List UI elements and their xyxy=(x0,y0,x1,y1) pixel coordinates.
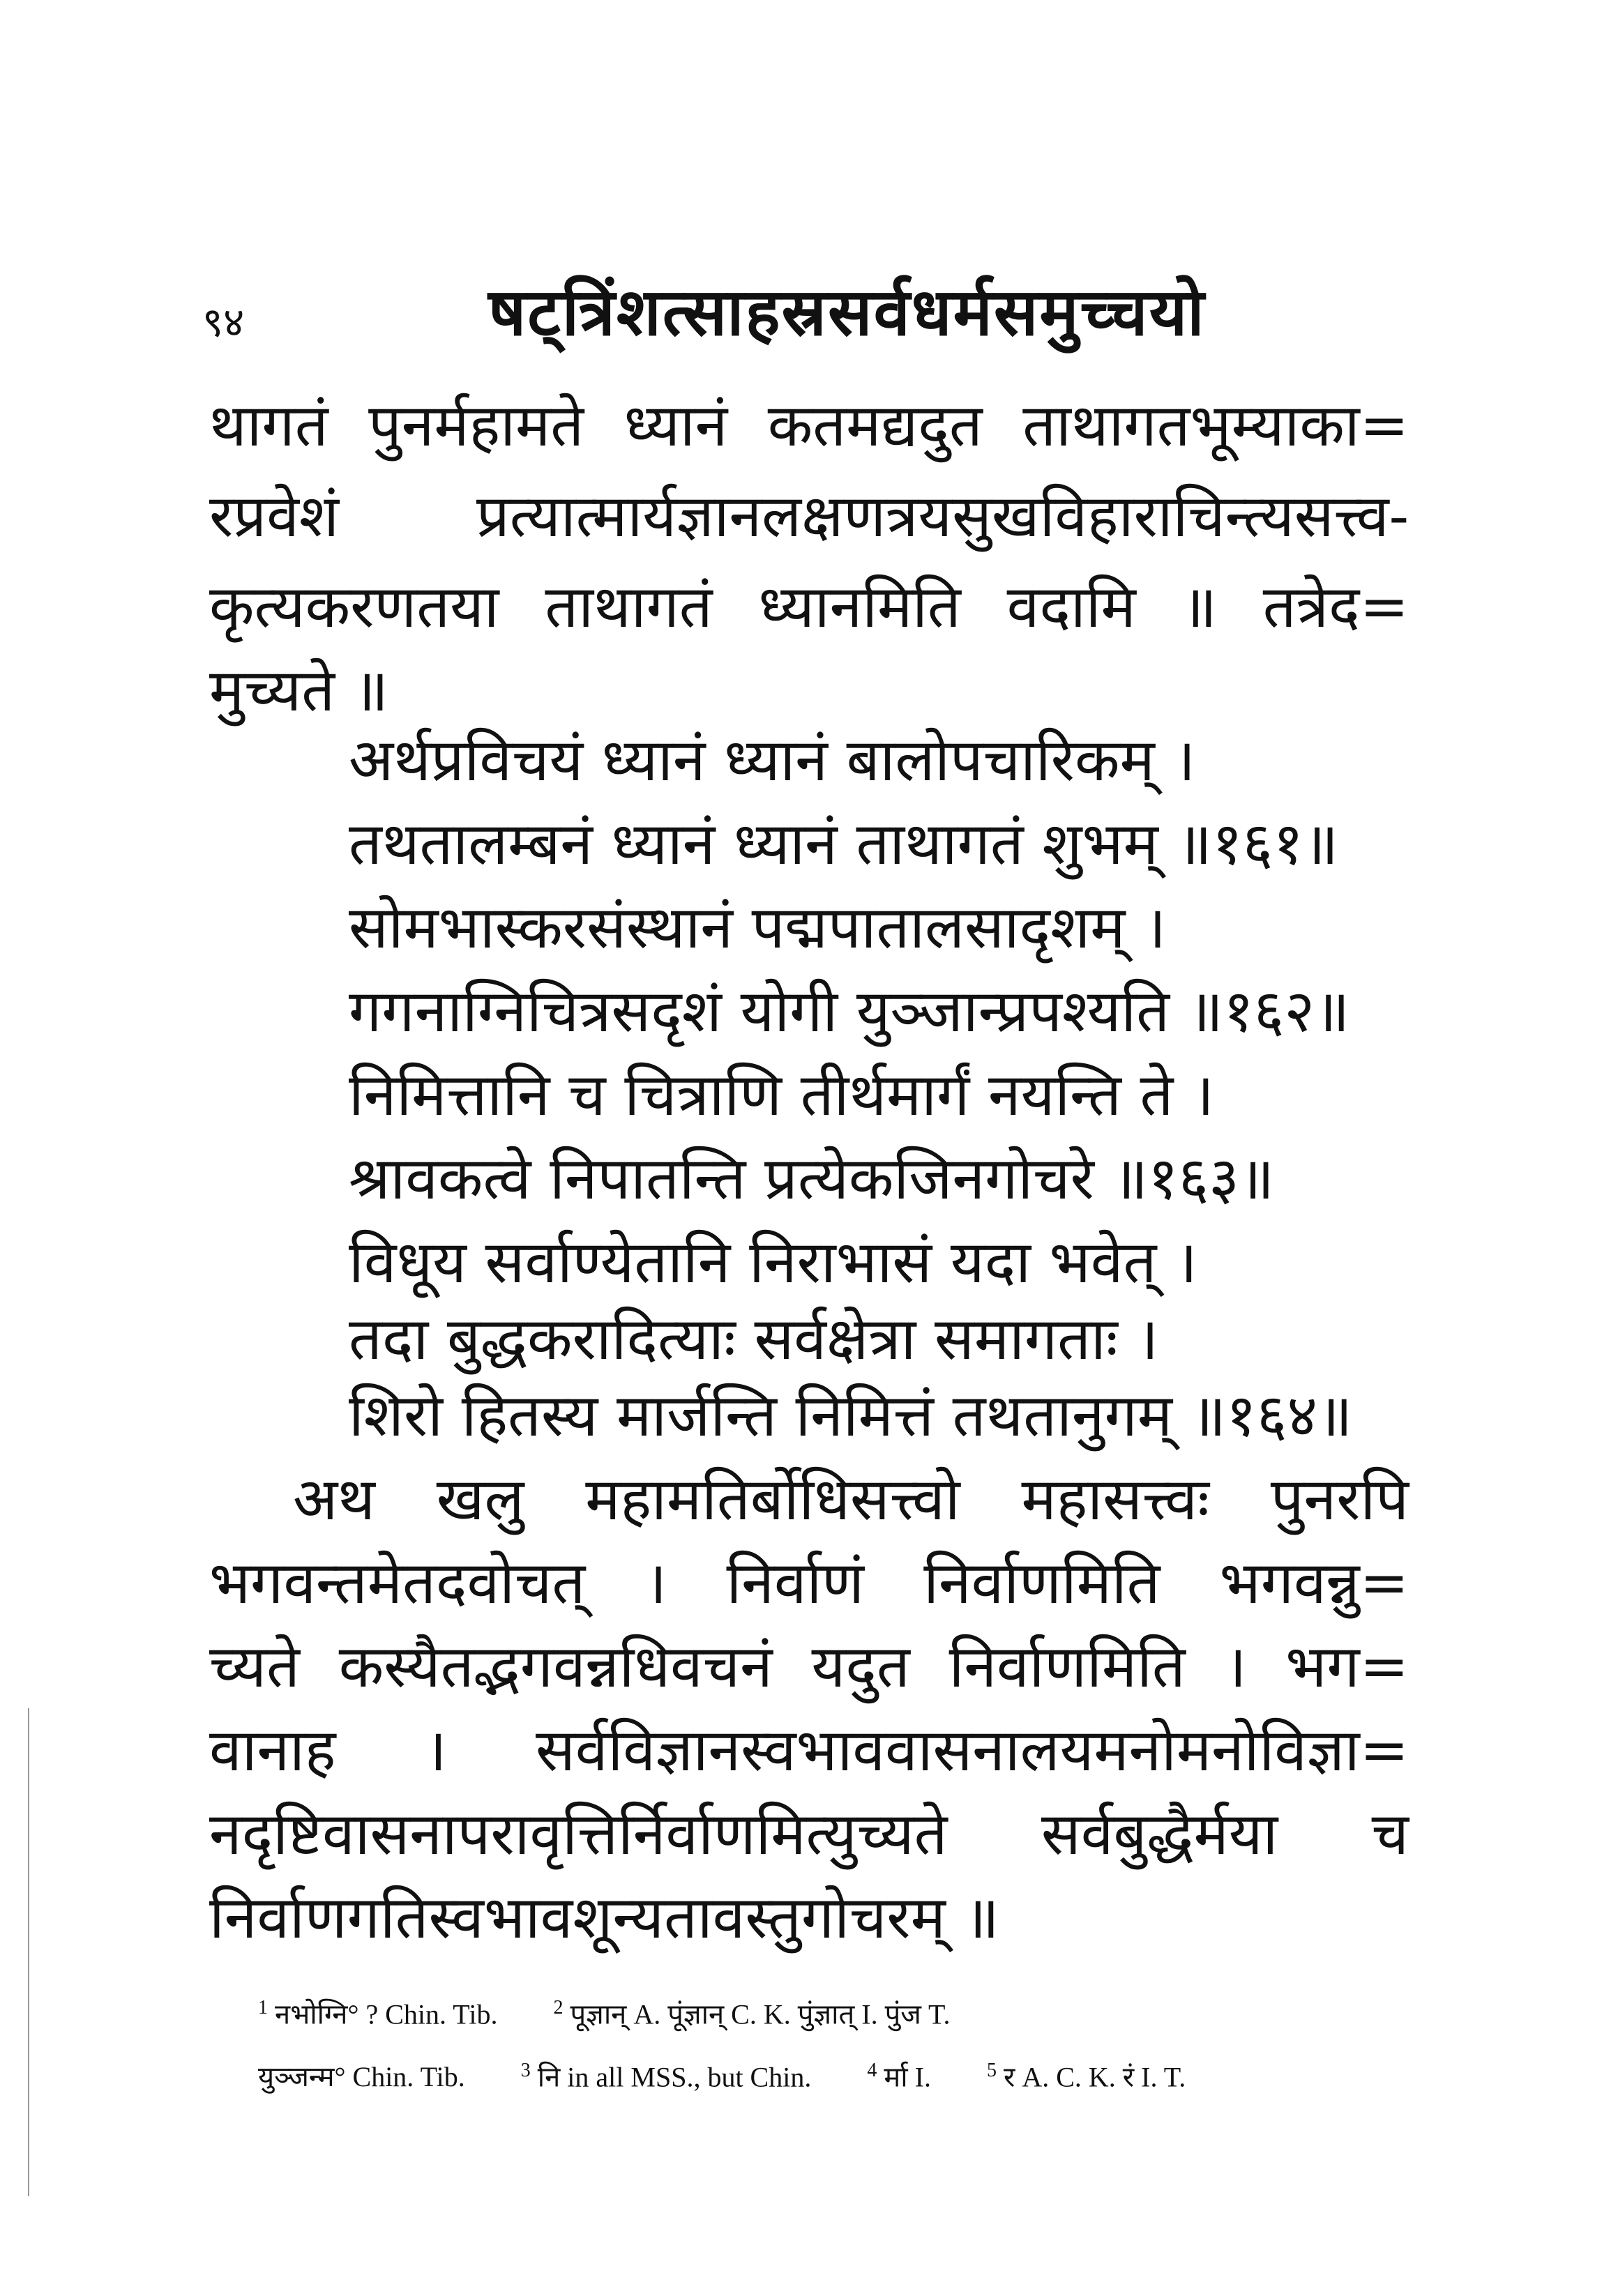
scan-edge-line xyxy=(28,1708,29,2196)
footnote: $^1$ नभोग्नि° ? Chin. Tib. xyxy=(258,1997,498,2030)
prose-line: रप्रवेशं प्रत्यात्मार्यज्ञानलक्षणत्रयसुखविहाराचिन्त्यसत्त्व- xyxy=(209,482,1409,550)
prose-line: भगवन्तमेतदवोचत् । निर्वाणं निर्वाणमिति भगवन्नु= xyxy=(209,1549,1409,1617)
verse-line: अर्थप्रविचयं ध्यानं ध्यानं बालोपचारिकम् । xyxy=(349,726,1196,794)
prose-line: च्यते कस्यैतद्भगवन्नधिवचनं यदुत निर्वाणमिति । भग= xyxy=(209,1632,1409,1701)
verse-line: शिरो हितस्य मार्जन्ति निमित्तं तथतानुगम् ॥१६४॥ xyxy=(349,1381,1353,1450)
verse-line: श्रावकत्वे निपातन्ति प्रत्येकजिनगोचरे ॥१६३॥ xyxy=(349,1144,1275,1212)
prose-line: मुच्यते ॥ xyxy=(209,656,389,724)
prose-line: कृत्यकरणतया ताथागतं ध्यानमिति वदामि ॥ तत्रेद= xyxy=(209,572,1409,641)
footnote: $^3$ नि in all MSS., but Chin. xyxy=(520,2060,812,2093)
footnote: $^5$ र A. C. K. रं I. T. xyxy=(986,2060,1186,2093)
verse-line: विधूय सर्वाण्येतानि निराभासं यदा भवेत् । xyxy=(349,1228,1197,1296)
footnote: $^2$ पूज्ञान् A. पूंज्ञान् C. K. पुंज्ञात् I. पुंज T. xyxy=(553,1997,951,2030)
verse-line: सोमभास्करसंस्थानं पद्मपातालसादृशम् । xyxy=(349,893,1167,961)
verse-line: गगनाग्निचित्रसदृशं योगी युञ्जान्प्रपश्यति ॥१६२॥ xyxy=(349,977,1350,1045)
prose-line: थागतं पुनर्महामते ध्यानं कतमद्यदुत ताथागतभूम्याका= xyxy=(209,391,1409,459)
footnote: युञ्जन्म° Chin. Tib. xyxy=(258,2061,465,2093)
running-title: षट्त्रिंशत्साहस्रसर्वधर्मसमुच्चयो xyxy=(488,274,1206,351)
footnote: $^4$ र्मा I. xyxy=(867,2060,931,2093)
verse-line: निमित्तानि च चित्राणि तीर्थमार्गं नयन्ति ते । xyxy=(349,1060,1214,1129)
prose-line: निर्वाणगतिस्वभावशून्यतावस्तुगोचरम् ॥ xyxy=(209,1883,999,1952)
prose-line: नदृष्टिवासनापरावृत्तिर्निर्वाणमित्युच्यते सर्वबुद्धैर्मया च xyxy=(209,1800,1409,1868)
verse-line: तदा बुद्धकरादित्याः सर्वक्षेत्रा समागताः । xyxy=(349,1305,1159,1373)
page-number: ९४ xyxy=(202,300,245,345)
prose-line: वानाह । सर्वविज्ञानस्वभाववासनालयमनोमनोविज्ञा= xyxy=(209,1716,1409,1784)
footnote-line xyxy=(258,2050,1416,2098)
verse-line: तथतालम्बनं ध्यानं ध्यानं ताथागतं शुभम् ॥१६१॥ xyxy=(349,809,1339,878)
prose-line: अथ खलु महामतिर्बोधिसत्त्वो महासत्त्वः पुनरपि xyxy=(293,1465,1409,1533)
footnote-line xyxy=(258,1987,1416,2035)
